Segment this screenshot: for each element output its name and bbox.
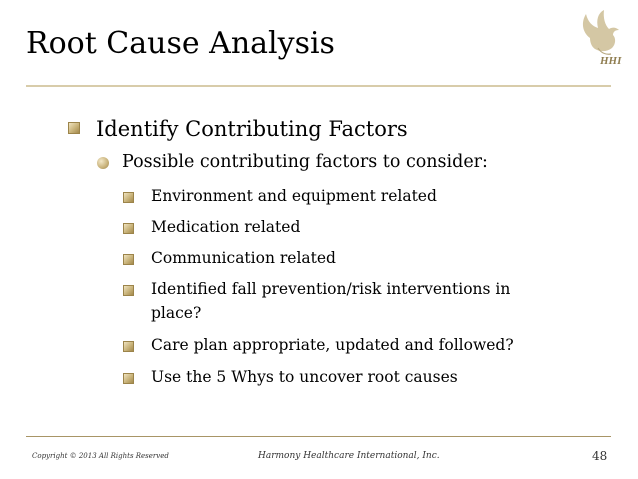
list-item: Care plan appropriate, updated and followed? — [151, 336, 514, 354]
list-item: Communication related — [151, 249, 336, 267]
bullet-square-icon — [123, 223, 134, 234]
title-divider — [26, 85, 611, 87]
list-item: Environment and equipment related — [151, 187, 437, 205]
footer-divider — [26, 436, 611, 437]
footer-copyright: Copyright © 2013 All Rights Reserved — [32, 452, 169, 460]
list-item: Identified fall prevention/risk interventions in — [151, 280, 511, 298]
list-item: Use the 5 Whys to uncover root causes — [151, 368, 458, 386]
slide-title: Root Cause Analysis — [26, 26, 335, 61]
bullet-square-icon — [123, 341, 134, 352]
logo-text: HHI — [600, 55, 622, 66]
bullet-square-icon — [123, 192, 134, 203]
dove-logo-icon — [578, 8, 626, 66]
page-number: 48 — [592, 449, 608, 463]
footer-company: Harmony Healthcare International, Inc. — [258, 451, 440, 461]
bullet-square-icon — [123, 285, 134, 296]
bullet-square-icon — [123, 254, 134, 265]
bullet-square-icon — [68, 122, 80, 134]
list-item: Medication related — [151, 218, 301, 236]
bullet-level2: Possible contributing factors to consider: — [122, 152, 488, 172]
bullet-circle-icon — [97, 157, 109, 169]
list-item-continuation: place? — [151, 304, 202, 322]
bullet-square-icon — [123, 373, 134, 384]
bullet-level1: Identify Contributing Factors — [96, 117, 408, 141]
